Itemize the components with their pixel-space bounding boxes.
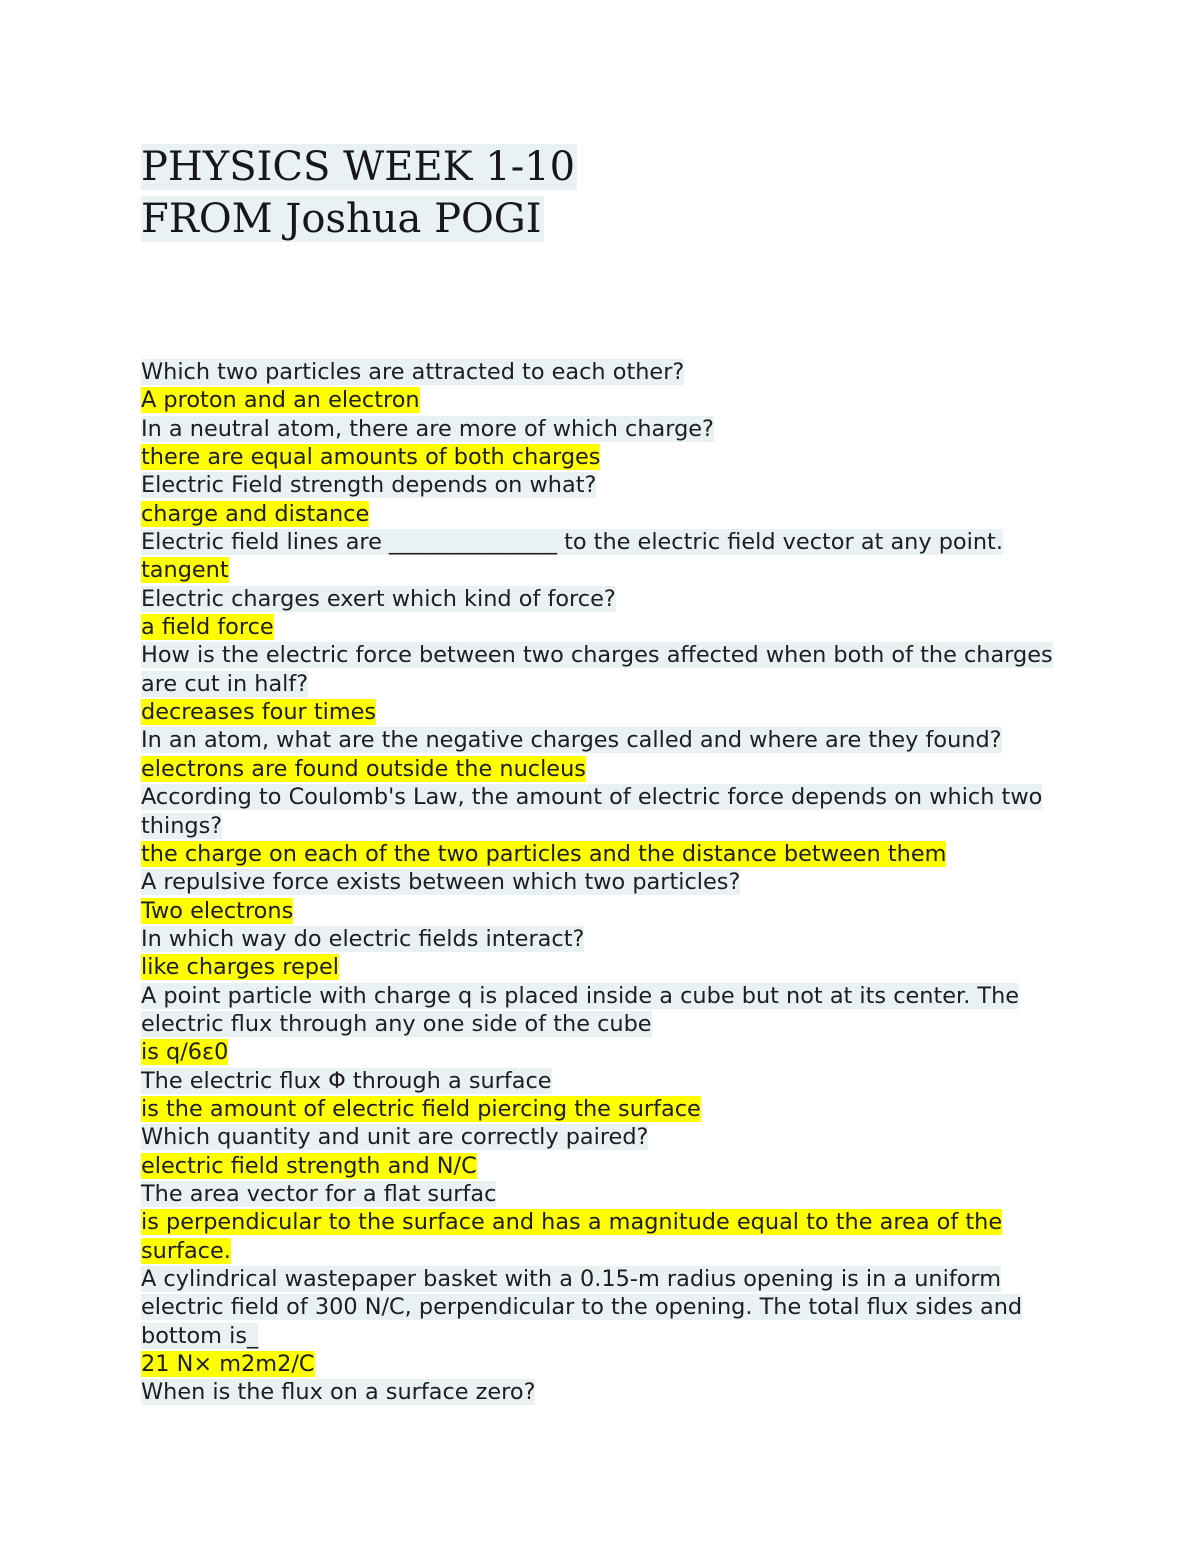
answer-4: tangent [141, 557, 229, 584]
question-13: Which quantity and unit are correctly paired? [141, 1124, 649, 1151]
answer-2: there are equal amounts of both charges [141, 444, 601, 471]
answer-10: like charges repel [141, 954, 340, 981]
answer-7: electrons are found outside the nucleus [141, 755, 586, 782]
answer-3: charge and distance [141, 500, 370, 527]
title-line-1: PHYSICS WEEK 1-10 [141, 144, 576, 190]
answer-9: Two electrons [141, 897, 294, 924]
question-2: In a neutral atom, there are more of which charge? [141, 415, 714, 442]
title-line-2: FROM Joshua POGI [141, 196, 542, 242]
answer-5: a field force [141, 614, 274, 641]
question-12: The electric flux Φ through a surface [141, 1067, 552, 1094]
question-15: A cylindrical wastepaper basket with a 0.15-m radius opening is in a uniform electric field of 300 N/C, perpendicular to the opening. The total flux sides and bottom is_ [141, 1266, 1023, 1349]
answer-8: the charge on each of the two particles and the distance between them [141, 840, 947, 867]
qa-list [141, 358, 1071, 1407]
question-5: Electric charges exert which kind of force? [141, 585, 616, 612]
answer-11: is q/6ε0 [141, 1039, 229, 1066]
answer-13: electric field strength and N/C [141, 1152, 477, 1179]
answer-15: 21 N× m2m2/C [141, 1351, 315, 1378]
question-6: How is the electric force between two charges affected when both of the charges are cut in half? [141, 642, 1053, 697]
question-16: When is the flux on a surface zero? [141, 1379, 536, 1406]
question-4: Electric field lines are _______________ to the electric field vector at any point. [141, 529, 1003, 556]
answer-12: is the amount of electric field piercing the surface [141, 1095, 701, 1122]
question-14: The area vector for a flat surfac [141, 1180, 497, 1207]
question-9: A repulsive force exists between which two particles? [141, 869, 741, 896]
question-10: In which way do electric fields interact? [141, 925, 585, 952]
question-1: Which two particles are attracted to each other? [141, 359, 685, 385]
question-7: In an atom, what are the negative charges called and where are they found? [141, 727, 1002, 754]
answer-14: is perpendicular to the surface and has a magnitude equal to the area of the surface. [141, 1209, 1003, 1264]
document-title [141, 141, 577, 245]
question-8: According to Coulomb's Law, the amount of electric force depends on which two things? [141, 784, 1043, 839]
question-3: Electric Field strength depends on what? [141, 472, 597, 499]
answer-1: A proton and an electron [141, 387, 420, 414]
answer-6: decreases four times [141, 699, 377, 726]
question-11: A point particle with charge q is placed inside a cube but not at its center. The electric flux through any one side of the cube [141, 982, 1020, 1037]
